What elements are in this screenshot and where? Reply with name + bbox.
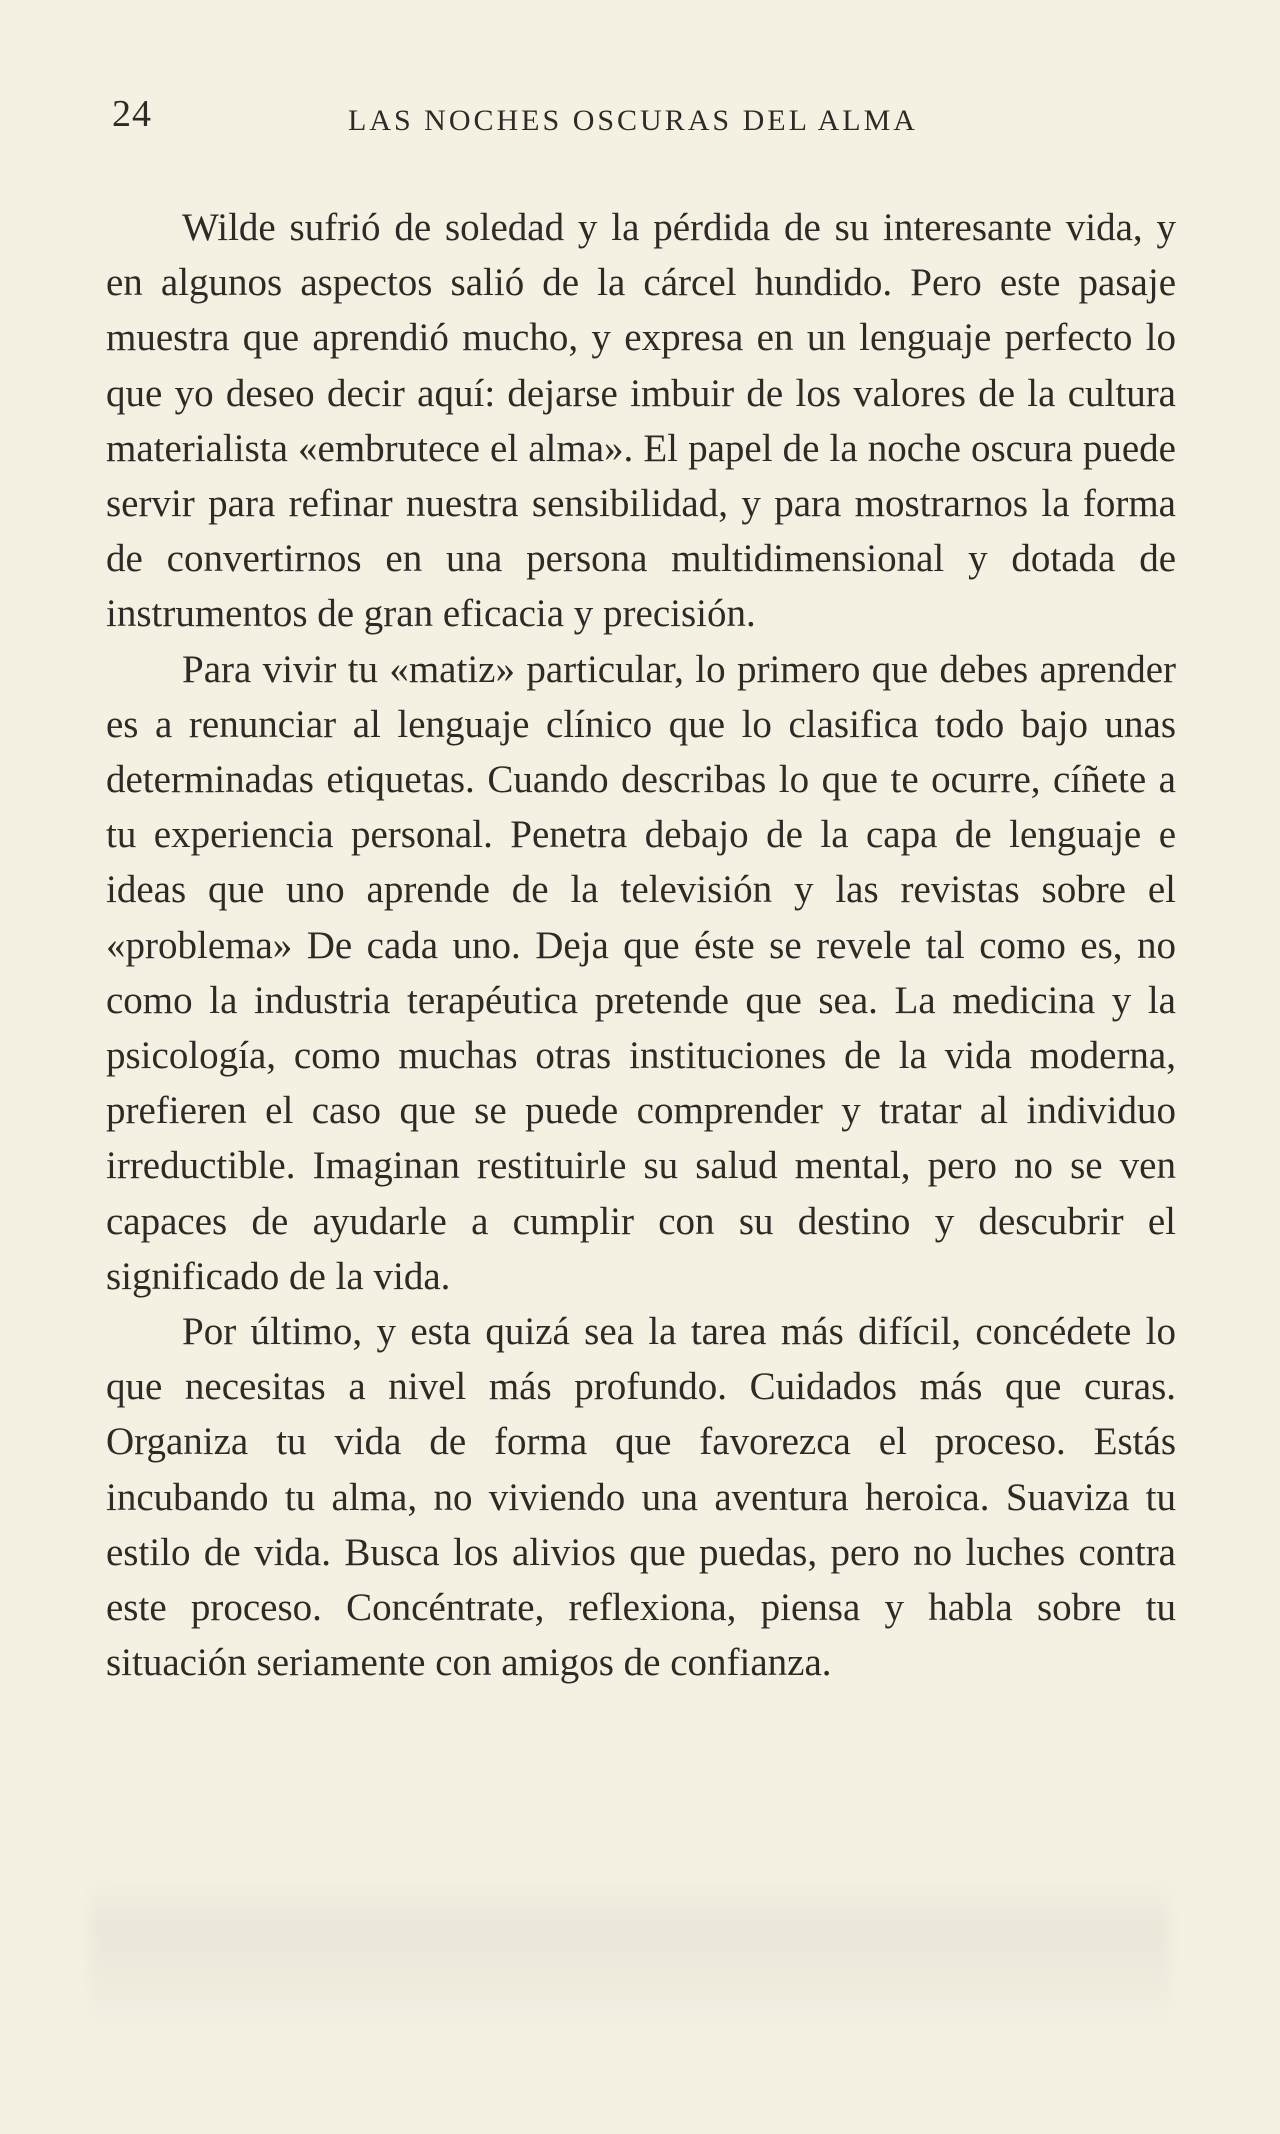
running-head: LAS NOCHES OSCURAS DEL ALMA — [348, 104, 918, 137]
paragraph: Para vivir tu «matiz» particular, lo primero que debes aprender es a renunciar al lenguaje clínico que lo clasifica todo bajo unas determinadas etiquetas. Cuando describas lo que te ocurre, cíñete a tu experiencia personal. Penetra debajo de la capa de lenguaje e ideas que uno aprende de la televisión y las revistas sobre el «problema» De cada uno. Deja que éste se revele tal como es, no como la industria terapéutica pretende que sea. La medicina y la psicología, como muchas otras instituciones de la vida moderna, prefieren el caso que se puede comprender y tratar al individuo irreductible. Imaginan restituirle su salud mental, pero no se ven capaces de ayudarle a cumplir con su destino y descubrir el significado de la vida. — [106, 647, 1176, 1298]
paragraph: Por último, y esta quizá sea la tarea más difícil, concédete lo que necesitas a nivel más profundo. Cuidados más que curas. Organiza tu vida de forma que favorezca el proceso. Estás incubando tu alma, no viviendo una aventura heroica. Suaviza tu estilo de vida. Busca los alivios que puedas, pero no luches contra este proceso. Concéntrate, reflexiona, piensa y habla sobre tu situación seriamente con amigos de confianza. — [106, 1310, 1176, 1685]
page-header — [112, 92, 1172, 142]
paragraph: Wilde sufrió de soledad y la pérdida de su interesante vida, y en algunos aspectos salió de la cárcel hundido. Pero este pasaje muestra que aprendió mucho, y expresa en un lenguaje perfecto lo que yo deseo decir aquí: dejarse imbuir de los valores de la cultura materialista «embrutece el alma». El papel de la noche oscura puede servir para refinar nuestra sensibilidad, y para mostrarnos la forma de convertirnos en una persona multidimensional y dotada de instrumentos de gran eficacia y precisión. — [106, 206, 1176, 636]
scan-smudge — [90, 1880, 1170, 2030]
page-number: 24 — [112, 93, 152, 135]
body-text — [106, 200, 1176, 1690]
